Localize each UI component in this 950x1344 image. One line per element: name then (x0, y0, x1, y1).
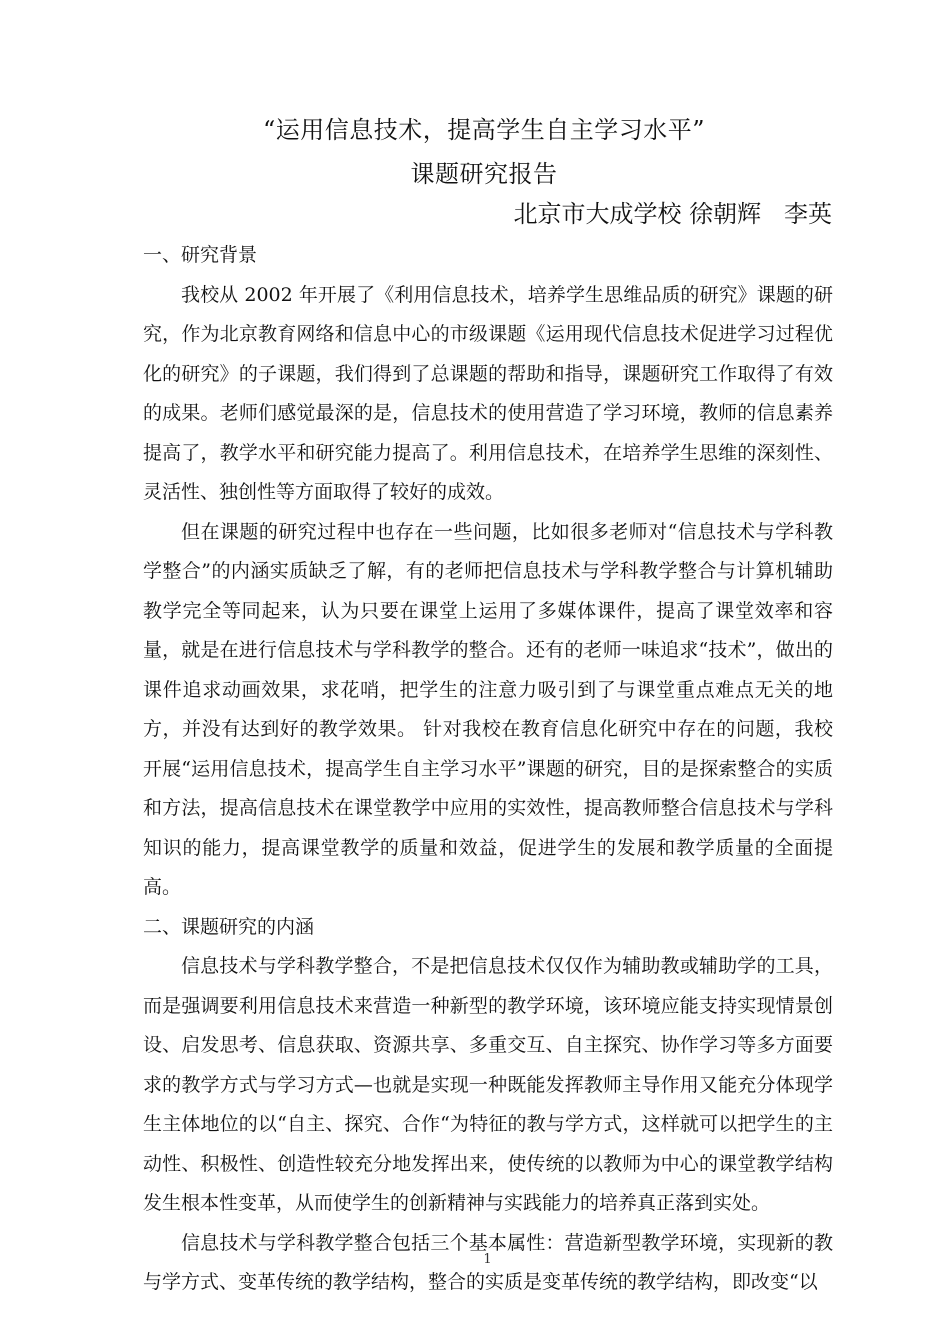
document-title: “运用信息技术，提高学生自主学习水平” (262, 116, 706, 144)
paragraph-connotation-1: 信息技术与学科教学整合，不是把信息技术仅仅作为辅助教或辅助学的工具，而是强调要利用信息技术来营造一种新型的教学环境，该环境应能支持实现情景创设、启发思考、信息获取、资源共享、多重交互、自主探究、协作学习等多方面要求的教学方式与学习方式—也就是实现一种既能发挥教师主导作用又能充分体现学生主体地位的以“自主、探究、合作“为特征的教与学方式，这样就可以把学生的主动性、积极性、创造性较充分地发挥出来，使传统的以教师为中心的课堂教学结构发生根本性变革，从而使学生的创新精神与实践能力的培养真正落到实处。 (143, 955, 833, 1214)
section-heading-background: 一、研究背景 (143, 244, 258, 266)
document-subtitle: 课题研究报告 (410, 160, 558, 188)
section-heading-connotation: 二、课题研究的内涵 (143, 915, 315, 938)
paragraph-background-1: 我校从 2002 年开展了《利用信息技术，培养学生思维品质的研究》课题的研究，作为北京教育网络和信息中心的市级课题《运用现代信息技术促进学习过程优化的研究》的子课题，我们得到了总课题的帮助和指导，课题研究工作取得了有效的成果。老师们感觉最深的是，信息技术的使用营造了学习环境，教师的信息素养提高了，教学水平和研究能力提高了。利用信息技术，在培养学生思维的深刻性、灵活性、独创性等方面取得了较好的成效。 (143, 283, 833, 503)
document-body (143, 236, 833, 1303)
page-number: 1 (483, 1252, 492, 1267)
paragraph-connotation-2: 信息技术与学科教学整合包括三个基本属性：营造新型教学环境，实现新的教与学方式、变革传统的教学结构，整合的实质是变革传统的教学结构，即改变“以 (143, 1231, 833, 1293)
paragraph-background-2: 但在课题的研究过程中也存在一些问题，比如很多老师对“信息技术与学科教学整合”的内涵实质缺乏了解，有的老师把信息技术与学科教学整合与计算机辅助教学完全等同起来，认为只要在课堂上运用了多媒体课件，提高了课堂效率和容量，就是在进行信息技术与学科教学的整合。还有的老师一味追求“技术”，做出的课件追求动画效果，求花哨，把学生的注意力吸引到了与课堂重点难点无关的地方，并没有达到好的教学效果。 针对我校在教育信息化研究中存在的问题，我校开展“运用信息技术，提高学生自主学习水平”课题的研究，目的是探索整合的实质和方法，提高信息技术在课堂教学中应用的实效性，提高教师整合信息技术与学科知识的能力，提高课堂教学的质量和效益，促进学生的发展和教学质量的全面提高。 (143, 520, 833, 898)
author-line: 北京市大成学校 徐朝辉 李英 (513, 200, 832, 228)
